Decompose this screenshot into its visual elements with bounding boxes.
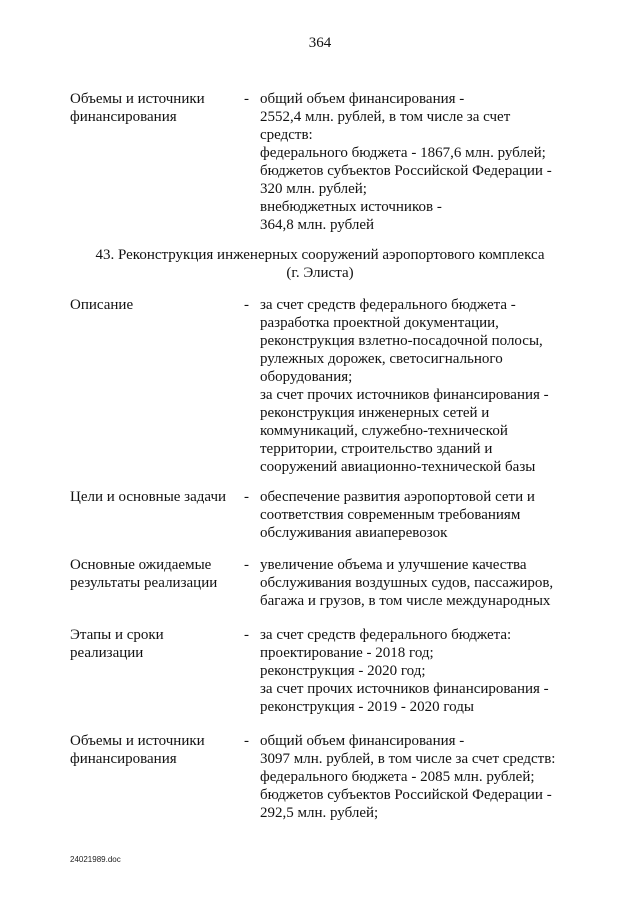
row-label bbox=[70, 556, 240, 592]
row-dash: - bbox=[244, 297, 249, 313]
value-line: федерального бюджета - 2085 млн. рублей; bbox=[260, 769, 535, 785]
document-footer: 24021989.doc bbox=[70, 855, 121, 864]
value-line: разработка проектной документации, bbox=[260, 315, 499, 331]
value-line: 3097 млн. рублей, в том числе за счет средств: bbox=[260, 751, 556, 767]
page-number: 364 bbox=[308, 35, 332, 51]
value-line: реконструкция инженерных сетей и bbox=[260, 405, 490, 421]
label-line: реализации bbox=[70, 645, 144, 661]
row-value bbox=[260, 626, 580, 716]
value-line: рулежных дорожек, светосигнального bbox=[260, 351, 503, 367]
value-line: средств: bbox=[260, 127, 313, 143]
section-heading-line1: 43. Реконструкция инженерных сооружений аэропортового комплекса bbox=[95, 247, 545, 263]
value-line: 2552,4 млн. рублей, в том числе за счет bbox=[260, 109, 511, 125]
row-value bbox=[260, 556, 580, 610]
row-label bbox=[70, 732, 240, 768]
label-line: Объемы и источники bbox=[70, 91, 205, 107]
value-line: реконструкция - 2020 год; bbox=[260, 663, 426, 679]
label-line: Этапы и сроки bbox=[70, 627, 164, 643]
row-dash: - bbox=[244, 91, 249, 107]
label-line: Основные ожидаемые bbox=[70, 557, 212, 573]
value-line: 364,8 млн. рублей bbox=[260, 217, 375, 233]
value-line: внебюджетных источников - bbox=[260, 199, 442, 215]
label-line: Объемы и источники bbox=[70, 733, 205, 749]
value-line: бюджетов субъектов Российской Федерации - bbox=[260, 163, 552, 179]
value-line: сооружений авиационно-технической базы bbox=[260, 459, 536, 475]
value-line: бюджетов субъектов Российской Федерации - bbox=[260, 787, 552, 803]
value-line: за счет средств федерального бюджета: bbox=[260, 627, 512, 643]
value-line: 292,5 млн. рублей; bbox=[260, 805, 379, 821]
value-line: оборудования; bbox=[260, 369, 353, 385]
value-line: увеличение объема и улучшение качества bbox=[260, 557, 527, 573]
value-line: проектирование - 2018 год; bbox=[260, 645, 434, 661]
label-line: Описание bbox=[70, 297, 134, 313]
value-line: обслуживания воздушных судов, пассажиров, bbox=[260, 575, 554, 591]
row-dash: - bbox=[244, 557, 249, 573]
row-dash: - bbox=[244, 733, 249, 749]
value-line: за счет прочих источников финансирования - bbox=[260, 387, 549, 403]
row-dash: - bbox=[244, 627, 249, 643]
row-dash: - bbox=[244, 489, 249, 505]
value-line: багажа и грузов, в том числе международных bbox=[260, 593, 551, 609]
row-value bbox=[260, 90, 580, 234]
value-line: за счет прочих источников финансирования - bbox=[260, 681, 549, 697]
value-line: территории, строительство зданий и bbox=[260, 441, 493, 457]
row-label bbox=[70, 90, 240, 126]
value-line: общий объем финансирования - bbox=[260, 91, 465, 107]
row-value bbox=[260, 732, 580, 822]
value-line: общий объем финансирования - bbox=[260, 733, 465, 749]
row-label bbox=[70, 488, 240, 506]
value-line: федерального бюджета - 1867,6 млн. рублей; bbox=[260, 145, 546, 161]
label-line: Цели и основные задачи bbox=[70, 489, 227, 505]
label-line: финансирования bbox=[70, 109, 177, 125]
value-line: реконструкция - 2019 - 2020 годы bbox=[260, 699, 474, 715]
value-line: обслуживания авиаперевозок bbox=[260, 525, 448, 541]
row-value bbox=[260, 488, 580, 542]
row-label bbox=[70, 626, 240, 662]
value-line: соответствия современным требованиям bbox=[260, 507, 521, 523]
value-line: за счет средств федерального бюджета - bbox=[260, 297, 516, 313]
value-line: коммуникаций, служебно-технической bbox=[260, 423, 508, 439]
value-line: реконструкция взлетно-посадочной полосы, bbox=[260, 333, 543, 349]
row-label bbox=[70, 296, 240, 314]
row-value bbox=[260, 296, 580, 476]
value-line: 320 млн. рублей; bbox=[260, 181, 367, 197]
section-heading-line2: (г. Элиста) bbox=[286, 265, 354, 281]
label-line: финансирования bbox=[70, 751, 177, 767]
value-line: обеспечение развития аэропортовой сети и bbox=[260, 489, 535, 505]
label-line: результаты реализации bbox=[70, 575, 218, 591]
